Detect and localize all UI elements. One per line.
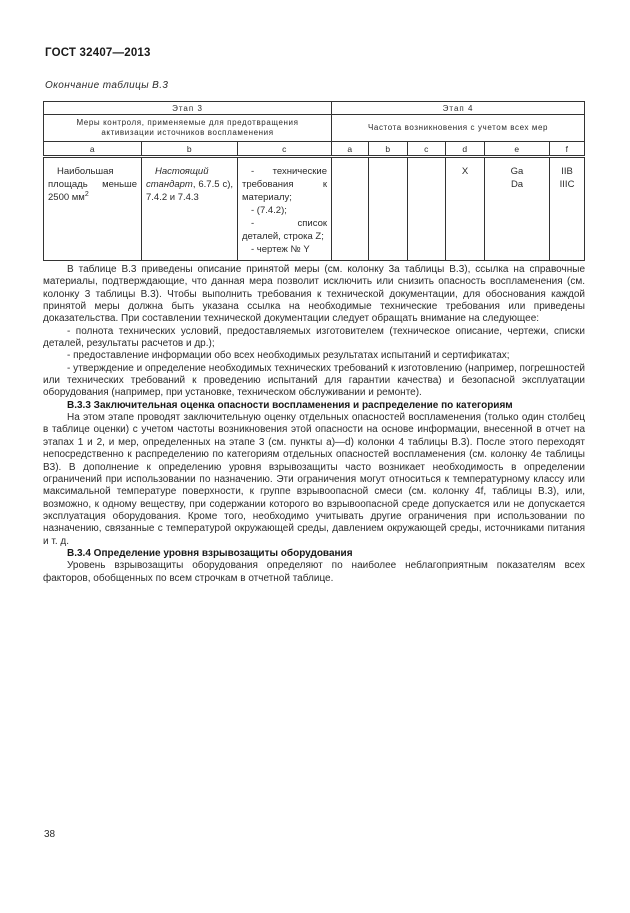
table-row-subheaders: [44, 115, 585, 142]
standard-ref-italic: Настоящий стандарт: [146, 166, 209, 190]
cell-freq-b: [369, 157, 408, 261]
cell-freq-a: [332, 157, 369, 261]
cell-freq-d: X: [446, 157, 485, 261]
body-text-block: [43, 264, 585, 585]
paragraph-intro: В таблице В.3 приведены описание принятой меры (см. колонку 3а таблицы В.3), ссылка на справочные материалы, подтверждающие, что данная мера позволит исключить или снизить опасность воспламенения (см. колонку 3 таблицы В.3). Чтобы выполнить требования к технической документации, для обоснования каждой принятой меры должна быть указана ссылка на необходимые технические требования или приведены доказательства. При составлении технической документации следует обращать внимание на следующее:: [43, 264, 585, 325]
table-caption: Окончание таблицы В.3: [45, 80, 169, 91]
table-row-data: [44, 157, 585, 261]
col-letter-4c: c: [408, 142, 446, 157]
group-value: IIB: [561, 166, 573, 177]
stage3-header-cell: Этап 3: [44, 102, 332, 115]
paragraph-protection-level: Уровень взрывозащиты оборудования определяют по наиболее неблагоприятным показателям всех факторов, обобщенных по всем строчкам в отчетной таблице.: [43, 560, 585, 584]
standard-ref-rest: , 6.7.5 с), 7.4.2 и 7.4.3: [146, 179, 233, 203]
cell-freq-e: [485, 157, 550, 261]
requirement-item: - (7.4.2);: [251, 205, 287, 216]
col-letter-4f: f: [550, 142, 585, 157]
col-letter-3b: b: [142, 142, 238, 157]
col-letter-3a: a: [44, 142, 142, 157]
bullet-item: - полнота технических условий, предоставляемых изготовителем (техническое описание, чертежи, списки деталей, результаты расчетов и др.);: [43, 325, 585, 350]
requirement-item: - технические требования к материалу;: [242, 166, 328, 203]
group-value: IIIC: [559, 179, 575, 190]
heading-b34: В.3.4 Определение уровня взрывозащиты оборудования: [67, 547, 353, 559]
col-letter-4e: e: [485, 142, 550, 157]
area-superscript: 2: [84, 190, 89, 198]
heading-b33: В.3.3 Заключительная оценка опасности воспламенения и распределение по категориям: [67, 399, 513, 411]
cell-freq-f: [550, 157, 585, 261]
stage3-subheader-cell: Меры контроля, применяемые для предотвращения активизации источников воспламенения: [44, 115, 332, 142]
col-letter-4b: b: [369, 142, 408, 157]
col-letter-3c: c: [238, 142, 332, 157]
cell-standard-ref: [142, 157, 238, 261]
col-letter-4d: d: [446, 142, 485, 157]
table-row-stages: [44, 102, 585, 115]
bullet-item: - предоставление информации обо всех необходимых результатах испытаний и сертификатах;: [67, 350, 510, 362]
table-b3: [43, 101, 585, 261]
page-number: 38: [44, 829, 56, 840]
col-letter-4a: a: [332, 142, 369, 157]
doc-code-header: ГОСТ 32407—2013: [45, 47, 151, 59]
cell-requirements: [238, 157, 332, 261]
requirement-item: - чертеж № Y: [251, 244, 310, 255]
stage4-header-cell: Этап 4: [332, 102, 585, 115]
table-row-column-letters: [44, 142, 585, 157]
bullet-item: - утверждение и определение необходимых технических требований к изготовлению (например, погрешностей или технических требований к проведению испытаний для гарантии качества) и безопасной эксплуатации оборудования (например, при установке, техническом обслуживании и ремонте).: [43, 362, 585, 399]
paragraph-final-assessment: На этом этапе проводят заключительную оценку отдельных опасностей воспламенения (только один столбец в таблице оценки) с учетом частоты возникновения этой опасности на основе информации, внесенной в отчет на этапах 1 и 2, и мер, определенных на этапе 3 (см. пункты а)—d) колонки 4 таблицы В.3). После этого переходят непосредственно к распределению по категориям отдельных опасностей воспламенения (см. колонку 4е таблицы В3). В дополнение к определению уровня взрывозащиты часто возникает необходимость в определении ограничений при использовании по назначению. Эти ограничения могут относиться к температурному классу или максимальной температуре поверхности, к группе взрывоопасной смеси (см. колонку 4f, таблицы В.3), или, возможно, к одному веществу, при содержании которого во взрывоопасной среде допускается или не допускается эксплуатация оборудования. Кроме того, необходимо учитывать другие ограничения при использовании по назначению, связанные с температурой окружающей среды, давлением окружающей среды, источниками питания и т. д.: [43, 412, 585, 547]
stage4-subheader-cell: Частота возникновения с учетом всех мер: [332, 115, 585, 142]
cell-freq-c: [408, 157, 446, 261]
area-text: Наибольшая площадь меньше 2500 мм: [48, 166, 137, 203]
epl-value: Da: [510, 179, 524, 190]
cell-area: [44, 157, 142, 261]
requirement-item: - список деталей, строка Z;: [242, 218, 328, 242]
epl-value: Ga: [510, 166, 524, 177]
